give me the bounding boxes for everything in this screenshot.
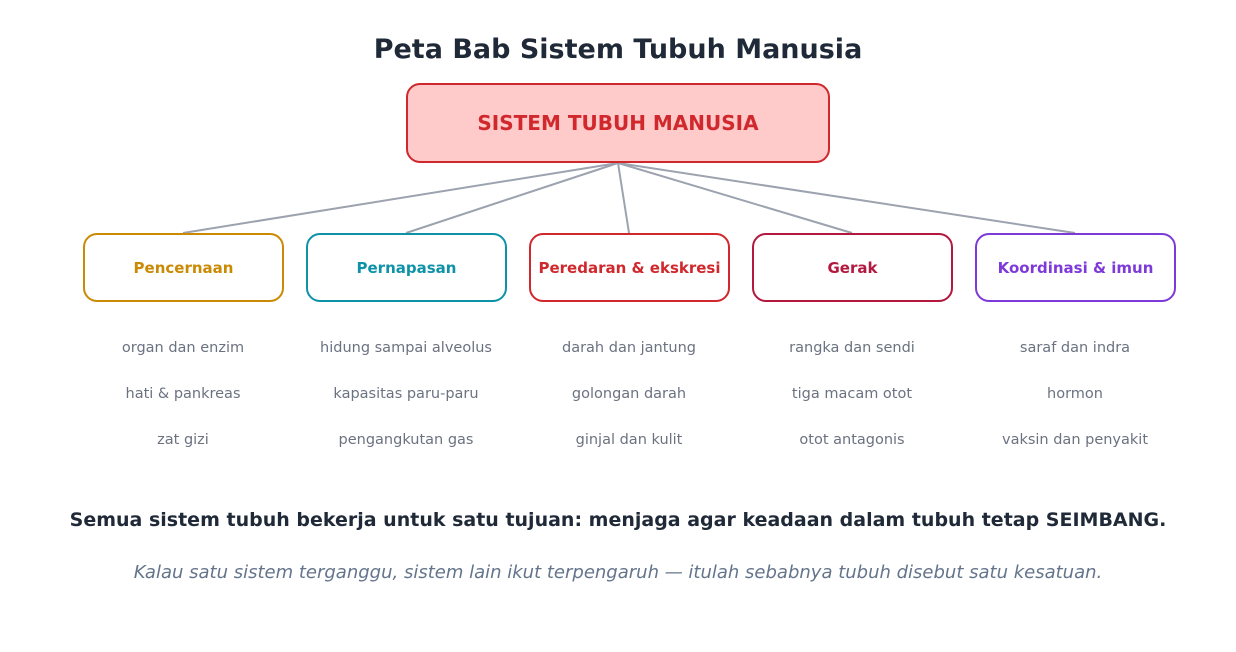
subtopic-item: organ dan enzim [121,340,245,356]
branch-node-label: Gerak [827,258,878,277]
subtopic-item: hidung sampai alveolus [320,340,492,356]
subtopic-list-pernapasan [294,339,518,477]
subtopic-item: hati & pankreas [125,386,241,402]
branch-node-label: Koordinasi & imun [997,258,1154,277]
subtopic-list-peredaran-ekskresi [517,339,741,477]
subtopic-item: otot antagonis [799,432,905,448]
connector-line-koordinasi [618,163,1075,233]
subtopic-item: hormon [1047,386,1103,402]
root-node [406,83,830,163]
branch-node-pencernaan [83,233,284,302]
branch-node-gerak [752,233,953,302]
branch-node-peredaran-ekskresi [529,233,730,302]
connector-line-gerak [618,163,852,233]
subtopic-item: tiga macam otot [791,386,913,402]
branch-node-label: Peredaran & ekskresi [538,258,721,277]
connector-line-peredaran [618,163,629,233]
subtopic-item: darah dan jantung [562,340,696,356]
subtopic-item: saraf dan indra [1019,340,1131,356]
subtopic-list-pencernaan [71,339,295,477]
subtopic-item: zat gizi [157,432,209,448]
root-node-label: SISTEM TUBUH MANUSIA [477,111,759,135]
footnote: Kalau satu sistem terganggu, sistem lain ikut terpengaruh — itulah sebabnya tubuh disebut satu kesatuan. [133,562,1103,583]
subtopic-item: pengangkutan gas [338,432,474,448]
subtopic-list-gerak [740,339,964,477]
branch-node-label: Pencernaan [133,258,234,277]
branch-node-pernapasan [306,233,507,302]
subtopic-item: golongan darah [571,386,687,402]
subtopic-item: ginjal dan kulit [575,432,683,448]
branch-node-koordinasi-imun [975,233,1176,302]
subtopic-item: rangka dan sendi [789,340,915,356]
subtopic-item: vaksin dan penyakit [1001,432,1149,448]
branch-node-label: Pernapasan [356,258,457,277]
subtopic-list-koordinasi-imun [963,339,1187,477]
subtopic-item: kapasitas paru-paru [333,386,479,402]
summary-statement: Semua sistem tubuh bekerja untuk satu tujuan: menjaga agar keadaan dalam tubuh tetap SEIMBANG. [69,509,1167,531]
page-title: Peta Bab Sistem Tubuh Manusia [373,34,863,65]
connector-line-pencernaan [183,163,618,233]
connector-line-pernapasan [406,163,618,233]
